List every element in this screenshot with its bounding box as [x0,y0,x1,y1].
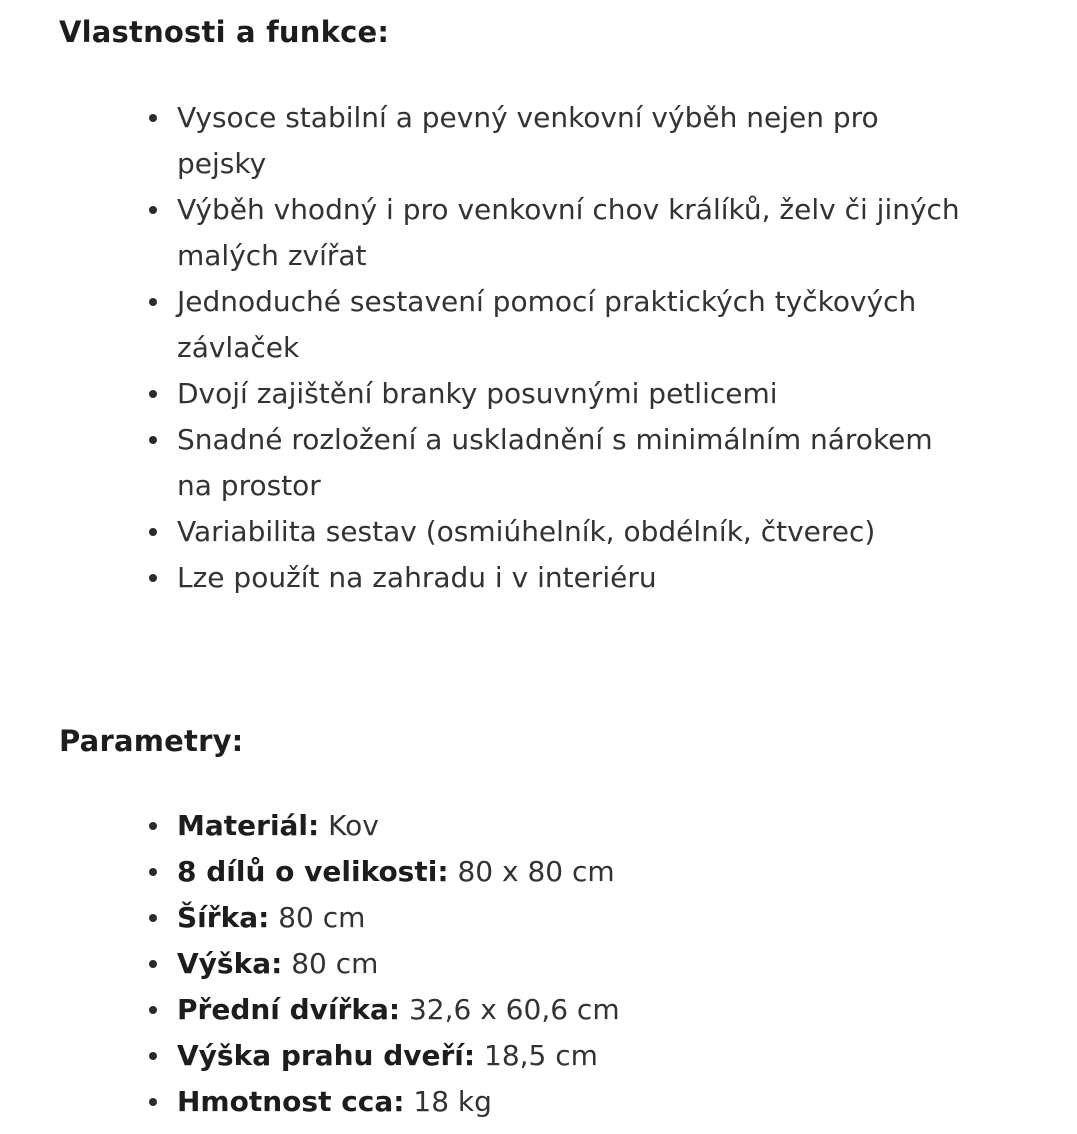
parameter-text [177,803,379,849]
bullet-icon [149,868,157,876]
list-item [149,279,1037,371]
parameter-text [177,1079,492,1125]
feature-text: Výběh vhodný i pro venkovní chov králíků, želv či jiných malých zvířat [177,193,960,272]
bullet-icon [149,1098,157,1106]
bullet-icon [149,206,157,214]
param-label: Přední dvířka: [177,993,401,1026]
features-heading: Vlastnosti a funkce: [59,15,390,49]
param-value: 80 cm [291,947,379,980]
bullet-icon [149,298,157,306]
param-label: Výška prahu dveří: [177,1039,476,1072]
list-item [149,849,1037,895]
feature-text: Jednoduché sestavení pomocí praktických tyčkových závlaček [177,285,917,364]
list-item [149,95,1037,187]
bullet-icon [149,1006,157,1014]
param-value: Kov [328,809,379,842]
parameters-heading: Parametry: [59,724,244,758]
feature-text: Vysoce stabilní a pevný venkovní výběh nejen pro pejsky [177,101,879,180]
bullet-icon [149,574,157,582]
list-item [149,987,1037,1033]
features-list [59,95,1037,601]
list-item [149,1033,1037,1079]
parameter-text [177,895,365,941]
parameter-text [177,987,620,1033]
param-value: 32,6 x 60,6 cm [408,993,620,1026]
bullet-icon [149,914,157,922]
parameters-list [59,803,1037,1125]
bullet-icon [149,960,157,968]
param-label: Šířka: [177,901,270,934]
param-label: Výška: [177,947,283,980]
feature-text: Lze použít na zahradu i v interiéru [177,561,657,594]
list-item [149,509,1037,555]
param-label: Hmotnost cca: [177,1085,405,1118]
bullet-icon [149,528,157,536]
list-item [149,371,1037,417]
bullet-icon [149,436,157,444]
section-features [59,14,1037,601]
list-item [149,941,1037,987]
list-item [149,895,1037,941]
feature-text: Dvojí zajištění branky posuvnými petlicemi [177,377,778,410]
param-label: 8 dílů o velikosti: [177,855,449,888]
bullet-icon [149,1052,157,1060]
bullet-icon [149,114,157,122]
param-value: 18,5 cm [484,1039,598,1072]
section-parameters [59,723,1037,1125]
param-label: Materiál: [177,809,320,842]
list-item [149,803,1037,849]
parameter-text [177,849,615,895]
bullet-icon [149,822,157,830]
param-value: 80 x 80 cm [457,855,615,888]
list-item [149,417,1037,509]
param-value: 18 kg [413,1085,492,1118]
feature-text: Snadné rozložení a uskladnění s minimálním nárokem na prostor [177,423,933,502]
bullet-icon [149,390,157,398]
param-value: 80 cm [278,901,366,934]
list-item [149,187,1037,279]
parameter-text [177,941,378,987]
feature-text: Variabilita sestav (osmiúhelník, obdélník, čtverec) [177,515,876,548]
list-item [149,555,1037,601]
list-item [149,1079,1037,1125]
parameter-text [177,1033,598,1079]
